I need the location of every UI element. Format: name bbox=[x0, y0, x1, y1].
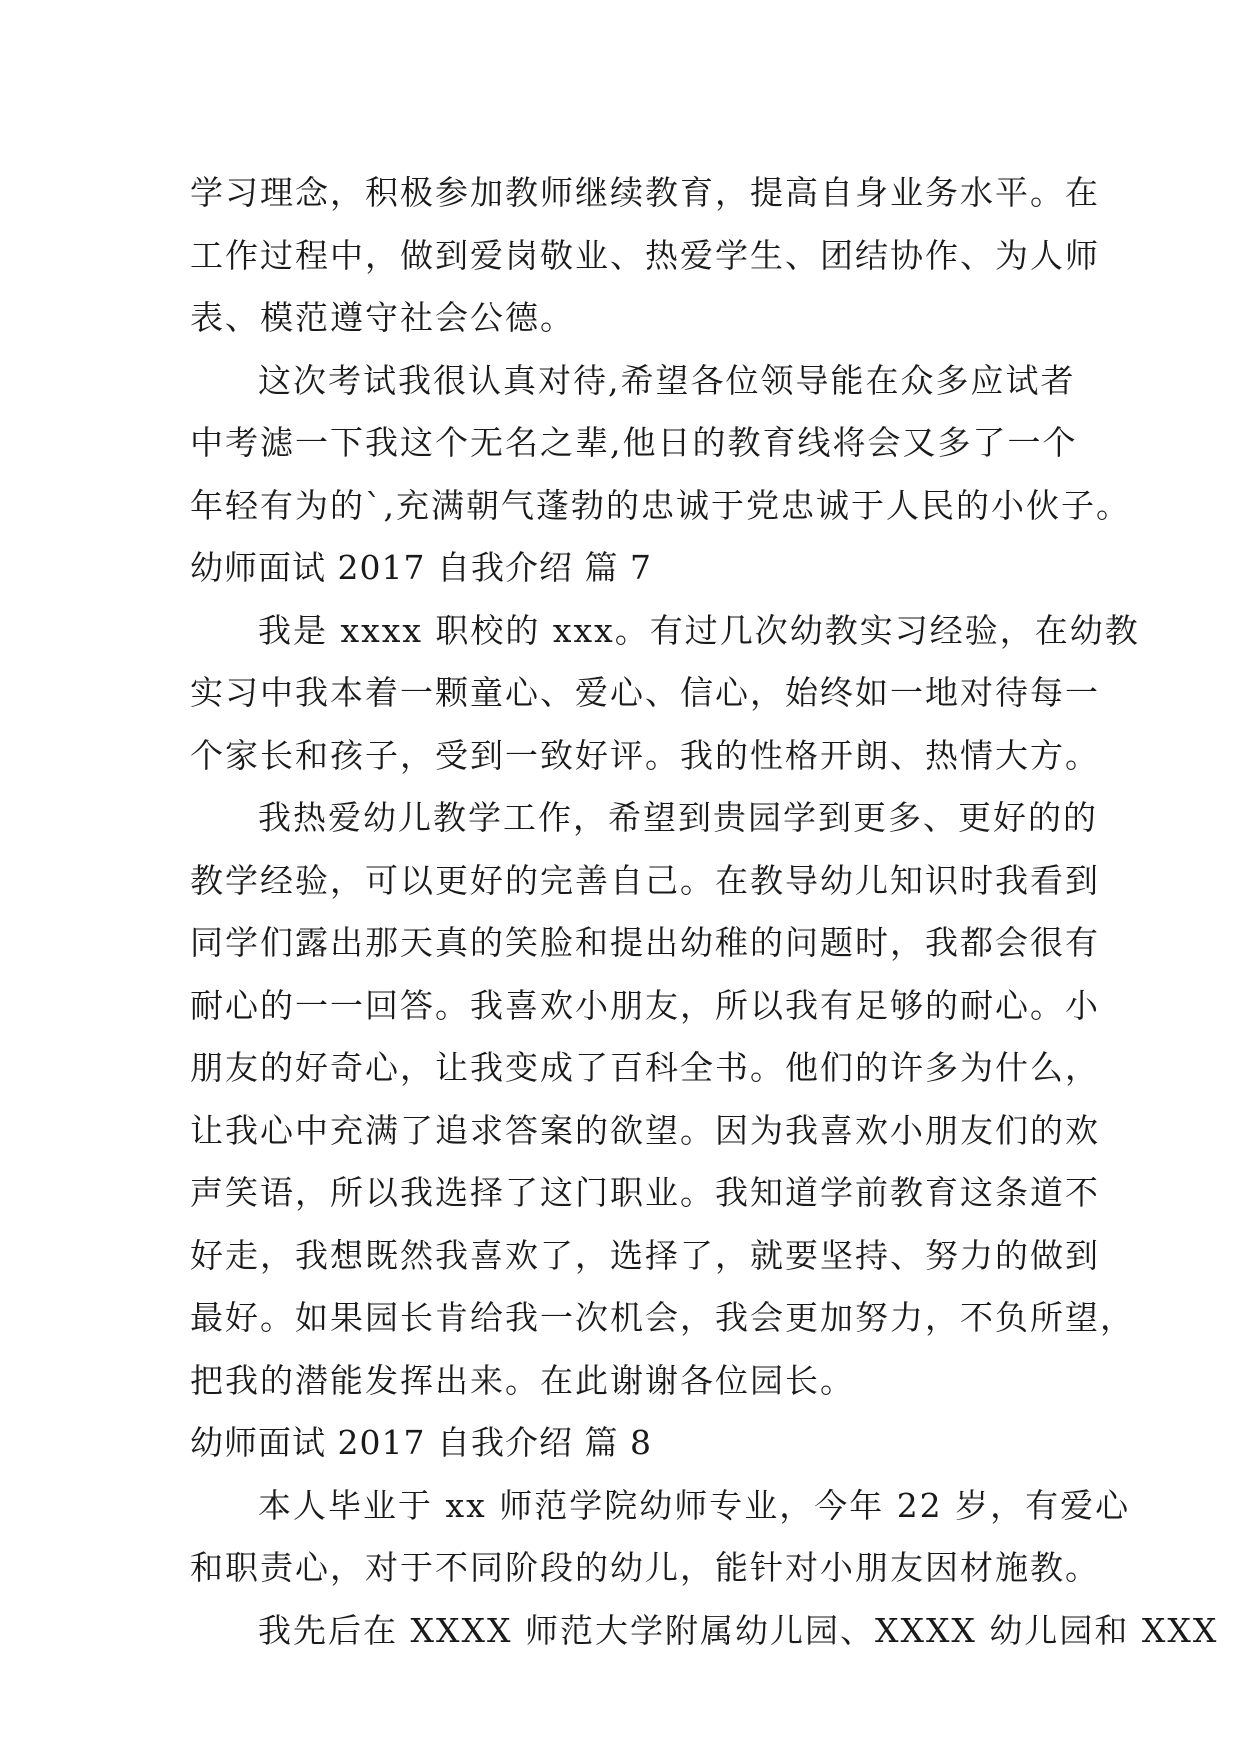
section-heading-8: 幼师面试 2017 自我介绍 篇 8 bbox=[190, 1423, 652, 1462]
text-line: 表、模范遵守社会公德。 bbox=[190, 298, 575, 337]
text-line: 最好。如果园长肯给我一次机会，我会更加努力，不负所望， bbox=[190, 1298, 1135, 1337]
text-line: 教学经验，可以更好的完善自己。在教导幼儿知识时我看到 bbox=[190, 860, 1100, 900]
section-heading-7: 幼师面试 2017 自我介绍 篇 7 bbox=[190, 548, 652, 587]
paragraph-start-line: 我热爱幼儿教学工作，希望到贵园学到更多、更好的的 bbox=[258, 798, 1098, 837]
paragraph-start-line: 这次考试我很认真对待,希望各位领导能在众多应试者 bbox=[258, 360, 1076, 400]
text-line: 耐心的一一回答。我喜欢小朋友，所以我有足够的耐心。小 bbox=[190, 985, 1100, 1025]
text-line: 朋友的好奇心，让我变成了百科全书。他们的许多为什么， bbox=[190, 1048, 1100, 1087]
text-line: 声笑语，所以我选择了这门职业。我知道学前教育这条道不 bbox=[190, 1173, 1100, 1212]
paragraph-start-line: 我是 xxxx 职校的 xxx。有过几次幼教实习经验，在幼教 bbox=[258, 610, 1140, 650]
document-body bbox=[190, 162, 1219, 1662]
text-line: 同学们露出那天真的笑脸和提出幼稚的问题时，我都会很有 bbox=[190, 923, 1100, 962]
text-line: 中考滤一下我这个无名之辈,他日的教育线将会又多了一个 bbox=[190, 423, 1078, 462]
text-line: 个家长和孩子，受到一致好评。我的性格开朗、热情大方。 bbox=[190, 735, 1100, 775]
text-line: 工作过程中，做到爱岗敬业、热爱学生、团结协作、为人师 bbox=[190, 235, 1100, 275]
paragraph-start-line: 本人毕业于 xx 师范学院幼师专业，今年 22 岁，有爱心 bbox=[258, 1485, 1131, 1525]
text-line: 好走，我想既然我喜欢了，选择了，就要坚持、努力的做到 bbox=[190, 1235, 1100, 1275]
text-line: 年轻有为的`,充满朝气蓬勃的忠诚于党忠诚于人民的小伙子。 bbox=[190, 485, 1131, 525]
text-line: 把我的潜能发挥出来。在此谢谢各位园长。 bbox=[190, 1360, 855, 1400]
text-line: 学习理念，积极参加教师继续教育，提高自身业务水平。在 bbox=[190, 173, 1100, 212]
text-line: 让我心中充满了追求答案的欲望。因为我喜欢小朋友们的欢 bbox=[190, 1110, 1100, 1150]
paragraph-start-line: 我先后在 XXXX 师范大学附属幼儿园、XXXX 幼儿园和 XXX bbox=[258, 1610, 1219, 1650]
text-line: 和职责心，对于不同阶段的幼儿，能针对小朋友因材施教。 bbox=[190, 1548, 1100, 1587]
text-line: 实习中我本着一颗童心、爱心、信心，始终如一地对待每一 bbox=[190, 673, 1100, 712]
